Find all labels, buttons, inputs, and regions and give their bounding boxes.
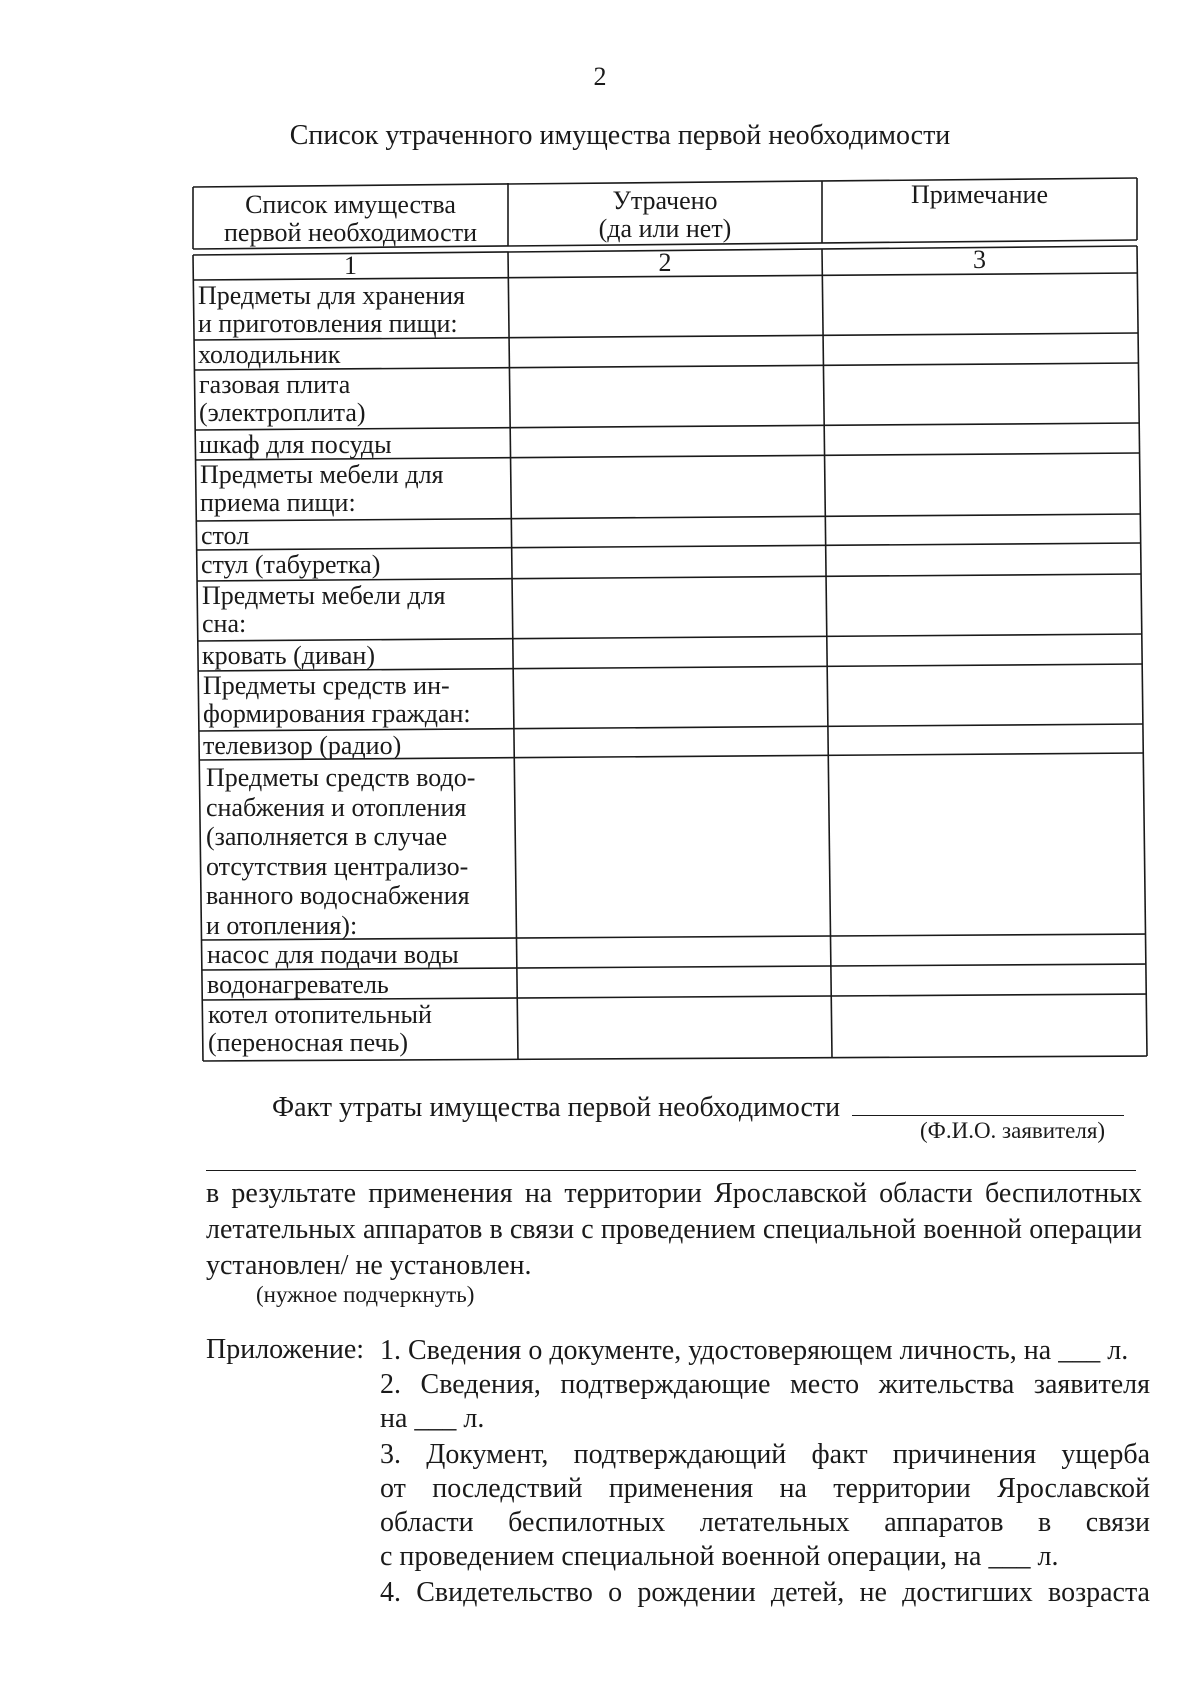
appendix-item-3-cont: с проведением специальной военной операции, на ___ л. <box>380 1541 1059 1572</box>
appendix-item-3-cont: области беспилотных летательных аппаратов в связи <box>380 1507 1150 1538</box>
table-row: водонагреватель <box>207 970 389 999</box>
table-row: телевизор (радио) <box>203 731 402 760</box>
table-row: газовая плита (электроплита) <box>199 370 366 427</box>
document-title: Список утраченного имущества первой необходимости <box>289 120 951 151</box>
table-row: Предметы мебели для сна: <box>202 581 446 638</box>
result-text-line-2: летательных аппаратов в связи с проведением специальной военной операции <box>206 1214 1142 1245</box>
header-col-items: Список имущества первой необходимости <box>224 190 477 247</box>
result-text-line-3: установлен/ не установлен. <box>206 1250 532 1281</box>
table-row: холодильник <box>198 340 341 369</box>
table-row: Предметы средств водо- снабжения и отопления (заполняется в случае отсутствия централизо- ванного водоснабжения и отопления): <box>206 763 476 940</box>
page-number: 2 <box>593 62 607 91</box>
appendix-item-2: 2. Сведения, подтверждающие место жительства заявителя <box>380 1369 1150 1400</box>
table-row: котел отопительный (переносная печь) <box>208 1000 432 1057</box>
applicant-blank-line <box>206 1170 1136 1171</box>
table-row: шкаф для посуды <box>199 430 392 459</box>
result-text-line-1: в результате применения на территории Ярославской области беспилотных <box>206 1178 1142 1209</box>
table-row: кровать (диван) <box>202 641 375 670</box>
table-row: стол <box>201 521 250 550</box>
fio-caption: (Ф.И.О. заявителя) <box>920 1118 1106 1143</box>
fact-statement: Факт утраты имущества первой необходимости <box>272 1092 841 1123</box>
appendix-item-2-cont: на ___ л. <box>380 1403 485 1434</box>
header-col-lost: Утрачено (да или нет) <box>598 186 732 243</box>
header-col-note: Примечание <box>910 180 1049 209</box>
appendix-item-1: 1. Сведения о документе, удостоверяющем личность, на ___ л. <box>380 1335 1129 1366</box>
column-number-2: 2 <box>658 248 672 277</box>
table-row: Предметы средств ин- формирования граждан: <box>203 671 471 728</box>
table-row: насос для подачи воды <box>207 940 459 969</box>
table-row: Предметы для хранения и приготовления пищи: <box>198 281 465 338</box>
column-number-3: 3 <box>973 245 986 274</box>
underline-hint: (нужное подчеркнуть) <box>256 1282 475 1307</box>
appendix-label: Приложение: <box>206 1334 365 1365</box>
fio-blank-line <box>852 1115 1124 1116</box>
appendix-item-3: 3. Документ, подтверждающий факт причинения ущерба <box>380 1439 1150 1470</box>
appendix-item-3-cont: от последствий применения на территории Ярославской <box>380 1473 1150 1504</box>
appendix-item-4: 4. Свидетельство о рождении детей, не достигших возраста <box>380 1577 1150 1608</box>
table-row: стул (табуретка) <box>201 550 381 579</box>
column-number-1: 1 <box>344 251 357 280</box>
table-row: Предметы мебели для приема пищи: <box>200 460 444 517</box>
